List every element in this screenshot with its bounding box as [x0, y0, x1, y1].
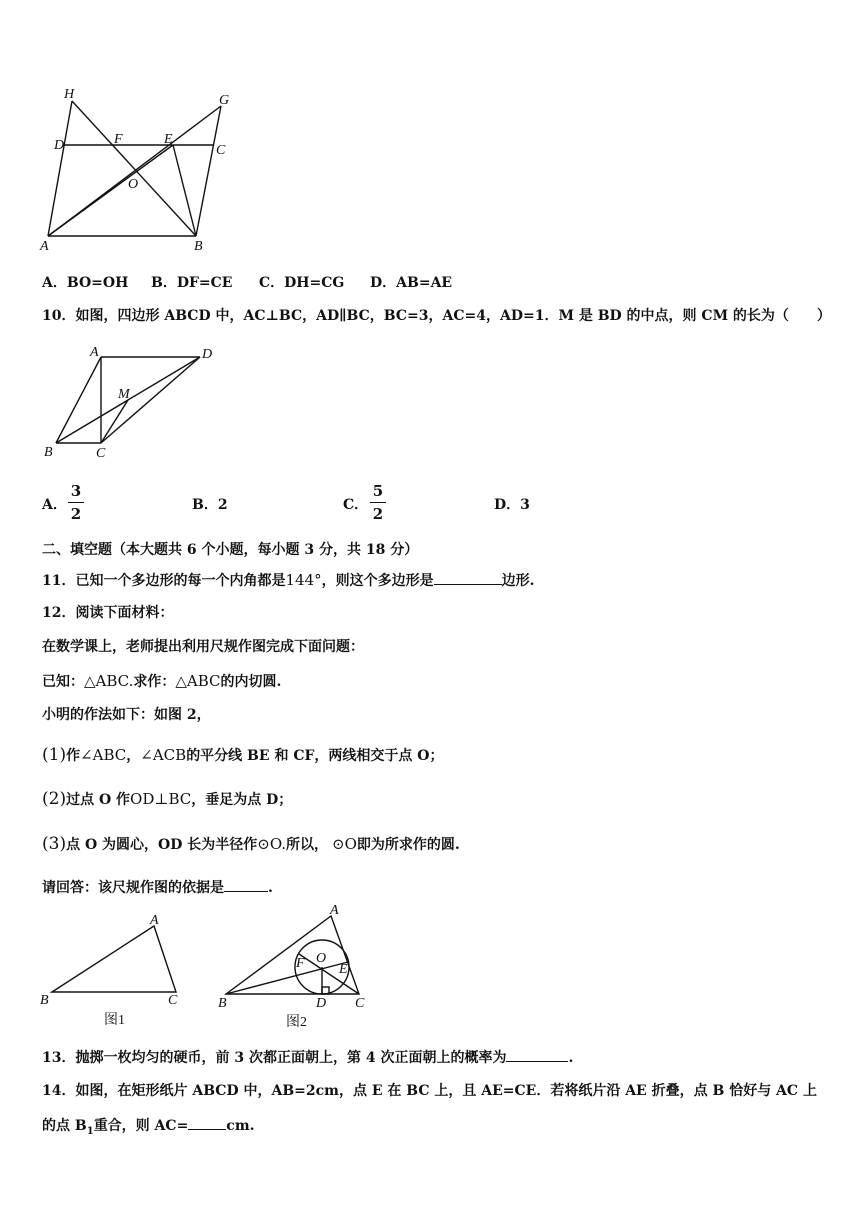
- denominator: 2: [372, 505, 384, 523]
- step-text: 点 O 为圆心，OD 长为半径作: [66, 837, 258, 853]
- comma: ，: [126, 748, 141, 764]
- ask-post: .: [268, 880, 273, 896]
- label-A: A: [150, 913, 159, 928]
- label-G: G: [219, 93, 230, 108]
- step-text: 所以，: [286, 837, 329, 853]
- circle-o: ⊙O: [332, 835, 357, 853]
- q9-option-a: A．BO=OH: [42, 275, 129, 291]
- step-text: 即为所求作的圆.: [356, 837, 460, 853]
- label-C: C: [96, 446, 106, 461]
- step-number: (2): [42, 789, 67, 809]
- q13-text: 13．抛掷一枚均匀的硬币，前 3 次都正面朝上，第 4 次正面朝上的概率为: [42, 1050, 507, 1066]
- q14-text: 的点 B: [42, 1118, 87, 1134]
- q12-method: 小明的作法如下：如图 2，: [42, 707, 211, 723]
- figure-q12-fig2: [212, 900, 382, 1035]
- label-E: E: [164, 132, 173, 147]
- label-D: D: [54, 138, 65, 153]
- q10-option-a-fraction: [68, 482, 84, 523]
- label-B: B: [44, 445, 53, 460]
- perpendicular-expr: OD⊥BC: [130, 790, 192, 808]
- q14-text: 重合，则 AC=: [93, 1118, 189, 1134]
- q10-option-c-label: C．: [343, 497, 369, 513]
- answer-blank: [224, 877, 268, 892]
- label-M: M: [118, 387, 130, 402]
- q14-post: cm.: [226, 1118, 255, 1134]
- label-A: A: [330, 903, 339, 918]
- angle-acb: ∠ACB: [140, 746, 187, 764]
- q12-known: [42, 672, 281, 691]
- label-B: B: [194, 239, 203, 254]
- label-F: F: [296, 956, 305, 971]
- label-A: A: [40, 239, 49, 254]
- section-heading: 二、填空题（本大题共 6 个小题，每小题 3 分，共 18 分）: [42, 542, 419, 558]
- label-D: D: [316, 996, 327, 1011]
- step-number: (3): [42, 834, 67, 854]
- q10-text: 10．如图，四边形 ABCD 中，AC⊥BC，AD∥BC，BC=3，AC=4，AD=1．M 是 BD 的中点，则 CM 的长为（ ）: [42, 308, 831, 324]
- q12-step3: [42, 835, 460, 854]
- q9-option-b: B．DF=CE: [151, 275, 233, 291]
- subscript: 1: [86, 1125, 94, 1137]
- label-C: C: [168, 993, 178, 1008]
- answer-blank: [188, 1115, 226, 1130]
- label-B: B: [218, 996, 227, 1011]
- answer-blank: [434, 570, 502, 585]
- figure-q10: [40, 340, 230, 465]
- label-F: F: [114, 132, 123, 147]
- q12-ask: [42, 877, 273, 897]
- label-B: B: [40, 993, 49, 1008]
- label-O: O: [128, 177, 139, 192]
- q10-option-c-fraction: [370, 482, 386, 523]
- q13-post: .: [568, 1050, 574, 1066]
- numerator: 3: [70, 482, 82, 500]
- figure-caption: 图1: [104, 1013, 125, 1028]
- q10-option-d: D．3: [494, 497, 530, 513]
- q11-post: 边形.: [501, 573, 535, 589]
- label-C: C: [216, 143, 226, 158]
- q12-step2: [42, 790, 292, 809]
- q14-line1: 14．如图，在矩形纸片 ABCD 中，AB=2cm，点 E 在 BC 上，且 AE=CE．若将纸片沿 AE 折叠，点 B 恰好与 AC 上: [42, 1083, 817, 1099]
- circle-o: ⊙O.: [257, 835, 287, 853]
- figure-caption: 图2: [286, 1015, 307, 1030]
- label-C: C: [355, 996, 365, 1011]
- ask-text: 请回答：该尺规作图的依据是: [42, 880, 224, 896]
- q11-mid: ，则这个多边形是: [321, 573, 434, 589]
- q11-pre: 11．已知一个多边形的每一个内角都是: [42, 573, 286, 589]
- step-text: 作: [66, 748, 81, 764]
- label-H: H: [64, 87, 75, 102]
- construct-triangle: △ABC: [175, 672, 221, 690]
- q12-title: 12．阅读下面材料：: [42, 605, 174, 621]
- q11: [42, 570, 535, 590]
- q11-deg: 144°: [285, 571, 322, 589]
- label-A: A: [90, 345, 99, 360]
- numerator: 5: [372, 482, 384, 500]
- construct-label: 求作：: [133, 674, 176, 690]
- q10-option-b: B．2: [192, 497, 228, 513]
- step-text: 的平分线 BE 和 CF，两线相交于点 O；: [186, 748, 444, 764]
- label-D: D: [202, 347, 213, 362]
- q12-step1: [42, 746, 443, 765]
- q12-intro: 在数学课上，老师提出利用尺规作图完成下面问题：: [42, 639, 364, 655]
- answer-blank: [506, 1047, 568, 1062]
- denominator: 2: [70, 505, 82, 523]
- label-E: E: [339, 962, 348, 977]
- q10-option-a-label: A．: [42, 497, 67, 513]
- q9-option-d: D．AB=AE: [370, 275, 453, 291]
- step-text: ，垂足为点 D；: [191, 792, 293, 808]
- step-number: (1): [42, 745, 67, 765]
- figure-q9: [36, 86, 246, 256]
- known-label: 已知：: [42, 674, 84, 690]
- q14-line2: [42, 1115, 255, 1141]
- step-text: 过点 O 作: [66, 792, 131, 808]
- construct-text: 的内切圆.: [220, 674, 282, 690]
- label-O: O: [316, 951, 327, 966]
- known-triangle: △ABC.: [84, 672, 134, 690]
- q13: [42, 1047, 573, 1067]
- q9-option-c: C．DH=CG: [259, 275, 345, 291]
- figure-q12-fig1: [36, 908, 196, 1033]
- angle-abc: ∠ABC: [80, 746, 127, 764]
